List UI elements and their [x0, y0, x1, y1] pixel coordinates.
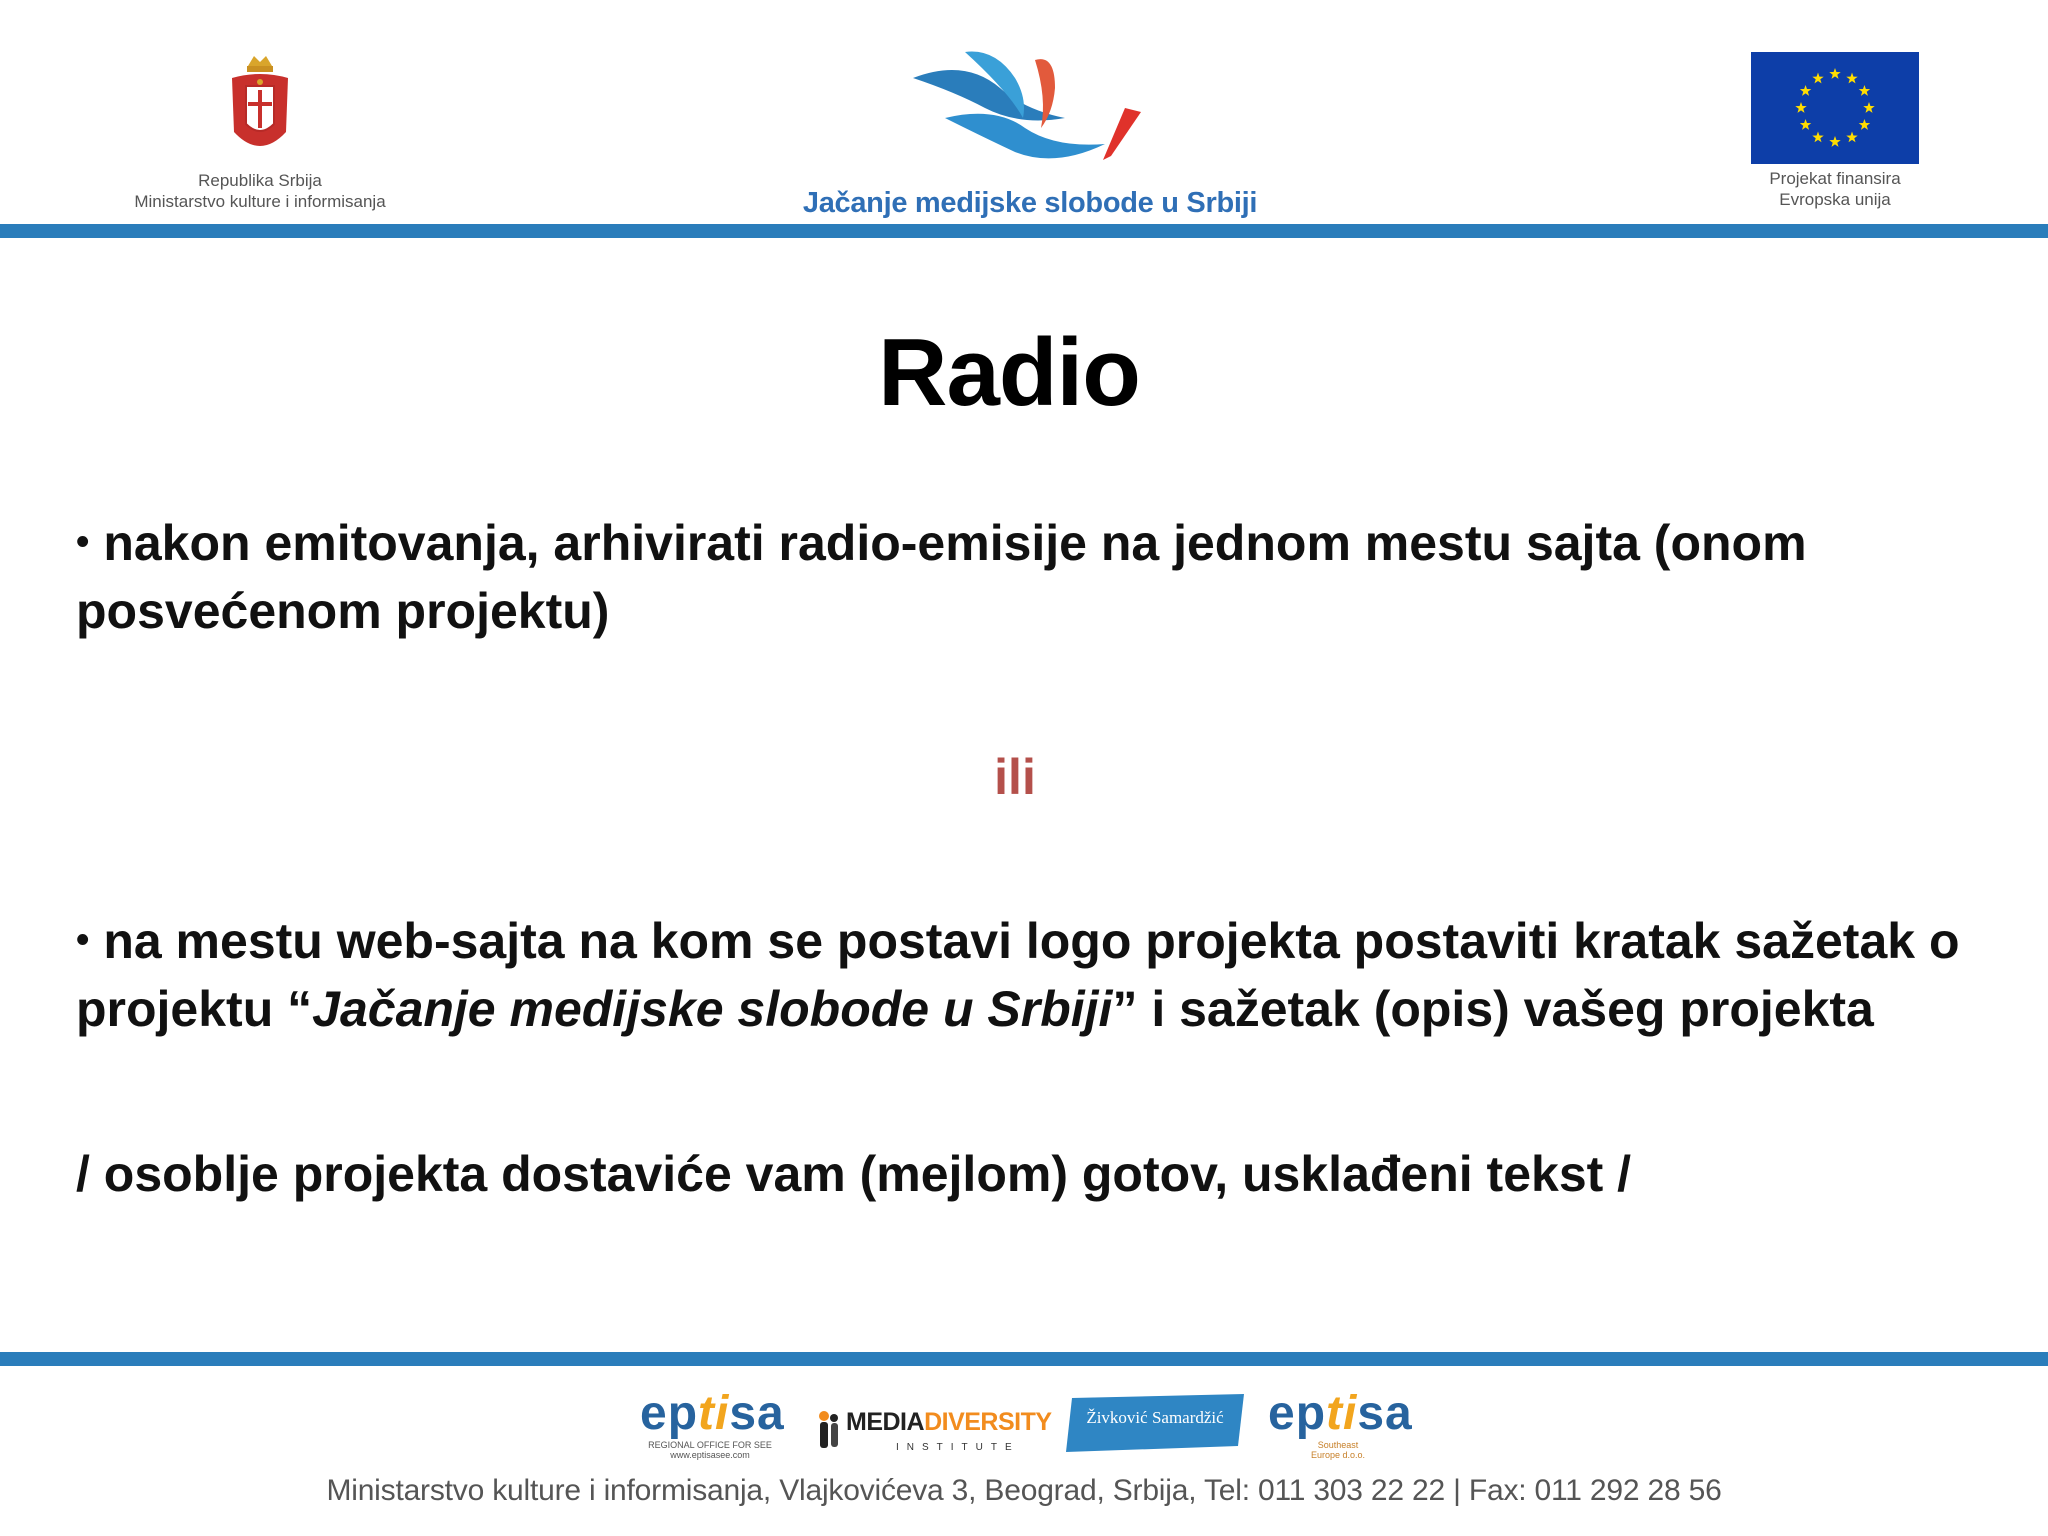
eptisa-1-part-c: sa: [729, 1387, 785, 1440]
eptisa-1-sub-2: www.eptisasee.com: [670, 1450, 750, 1460]
eptisa-southeast-logo: [1268, 1387, 1413, 1460]
eu-flag-icon: [1751, 52, 1919, 164]
ministry-line-1: Republika Srbija: [198, 171, 322, 190]
eptisa-1-part-a: ep: [640, 1387, 699, 1440]
eptisa-regional-logo: [640, 1387, 785, 1460]
eu-line-1: Projekat finansira: [1769, 169, 1901, 188]
paragraph-2-text-a: na mestu web-sajta na kom se postavi logo projekta postaviti kratak sažetak o projektu “: [76, 913, 1960, 1037]
header-divider: [0, 224, 2048, 238]
bullet-paragraph-1: [76, 508, 1976, 645]
project-logo-block: [790, 48, 1270, 220]
paragraph-2-italic: Jačanje medijske slobode u Srbiji: [312, 981, 1113, 1037]
people-figures-icon: [816, 1408, 842, 1452]
eptisa-2-part-c: sa: [1357, 1387, 1413, 1440]
slide-title: Radio: [878, 319, 1140, 426]
ministry-line-2: Ministarstvo kulture i informisanja: [134, 192, 386, 211]
mdi-part-b: DIVERSITY: [924, 1408, 1052, 1436]
mdi-subtitle: INSTITUTE: [896, 1442, 1020, 1453]
note-paragraph: / osoblje projekta dostaviće vam (mejlom) gotov, usklađeni tekst /: [76, 1146, 1632, 1202]
eu-logo-block: [1740, 52, 1930, 210]
partner-logos: [0, 1388, 2048, 1478]
eu-line-2: Evropska unija: [1779, 190, 1891, 209]
zs-text: Živković Samardžić: [1086, 1408, 1224, 1427]
bullet-paragraph-2: [76, 906, 1976, 1043]
ministry-logo-block: [100, 52, 420, 212]
eptisa-1-part-b: ti: [698, 1387, 730, 1440]
serbian-coat-of-arms-icon: [228, 52, 292, 164]
eptisa-2-sub-1: Southeast: [1317, 1440, 1359, 1450]
ili-separator: ili: [994, 749, 1036, 805]
project-title: Jačanje medijske slobode u Srbiji: [802, 187, 1258, 219]
bullet-icon: •: [76, 521, 90, 563]
footer-divider: [0, 1352, 2048, 1366]
paragraph-2-text-b: ” i sažetak (opis) vašeg projekta: [1112, 981, 1874, 1037]
zivkovic-samardzic-logo: [1066, 1394, 1244, 1452]
eptisa-2-part-a: ep: [1268, 1387, 1327, 1440]
eptisa-2-sub-2: Europe d.o.o.: [1310, 1450, 1366, 1460]
project-bird-logo-icon: [905, 48, 1155, 178]
footer-address: Ministarstvo kulture i informisanja, Vlajkovićeva 3, Beograd, Srbija, Tel: 011 303 22 22 | Fax: 011 292 28 56: [326, 1474, 1722, 1507]
bullet-icon: •: [76, 919, 90, 961]
paragraph-1-text: nakon emitovanja, arhivirati radio-emisije na jednom mestu sajta (onom posvećenom projektu): [76, 515, 1807, 639]
slide-header: [0, 0, 2048, 240]
eptisa-1-sub-1: REGIONAL OFFICE FOR SEE: [648, 1440, 772, 1450]
mdi-part-a: MEDIA: [846, 1408, 925, 1436]
eptisa-2-part-b: ti: [1326, 1387, 1358, 1440]
